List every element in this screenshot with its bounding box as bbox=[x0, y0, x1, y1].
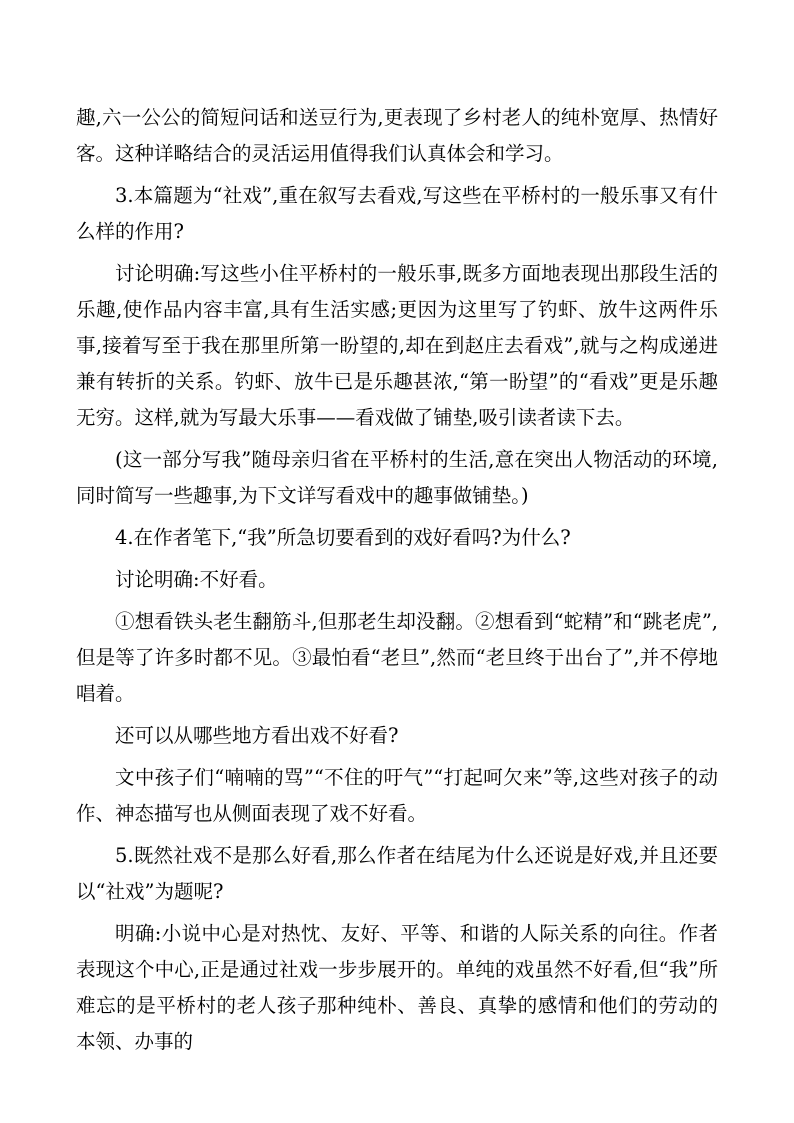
paragraph: (这一部分写我”随母亲归省在平桥村的生活,意在突出人物活动的环境,同时简写一些趣事,为下文详写看戏中的趣事做铺垫。) bbox=[76, 448, 718, 507]
paragraph: 趣,六一公公的简短问话和送豆行为,更表现了乡村老人的纯朴宽厚、热情好客。这种详略结合的灵活运用值得我们认真体会和学习。 bbox=[76, 106, 718, 165]
paragraph: 讨论明确:不好看。 bbox=[115, 568, 278, 591]
paragraph: 文中孩子们“喃喃的骂”“不住的吁气”“打起呵欠来”等,这些对孩子的动作、神态描写也从侧面表现了戏不好看。 bbox=[76, 766, 718, 825]
paragraph: 讨论明确:写这些小住平桥村的一般乐事,既多方面地表现出那段生活的乐趣,使作品内容丰富,具有生活实感;更因为这里写了钓虾、放牛这两件乐事,接着写至于我在那里所第一盼望的,却在到赵庄去看戏”,就与之构成递进兼有转折的关系。钓虾、放牛已是乐趣甚浓,“第一盼望”的“看戏”更是乐趣无穷。这样,就为写最大乐事——看戏做了铺垫,吸引读者读下去。 bbox=[76, 262, 718, 429]
paragraph: 3.本篇题为“社戏”,重在叙写去看戏,写这些在平桥村的一般乐事又有什么样的作用? bbox=[76, 184, 718, 243]
paragraph: 明确:小说中心是对热忱、友好、平等、和谐的人际关系的向往。作者表现这个中心,正是通过社戏一步步展开的。单纯的戏虽然不好看,但“我”所难忘的是平桥村的老人孩子那种纯朴、善良、真挚的感情和他们的劳动的本领、办事的 bbox=[76, 922, 718, 1053]
paragraph: 5.既然社戏不是那么好看,那么作者在结尾为什么还说是好戏,并且还要以“社戏”为题呢? bbox=[76, 844, 718, 903]
document-body bbox=[76, 100, 718, 1066]
paragraph: 还可以从哪些地方看出戏不好看? bbox=[115, 724, 399, 747]
paragraph: 4.在作者笔下,“我”所急切要看到的戏好看吗?为什么? bbox=[115, 526, 571, 549]
paragraph: ①想看铁头老生翻筋斗,但那老生却没翻。②想看到“蛇精”和“跳老虎”,但是等了许多时都不见。③最怕看“老旦”,然而“老旦终于出台了”,并不停地唱着。 bbox=[76, 610, 718, 705]
